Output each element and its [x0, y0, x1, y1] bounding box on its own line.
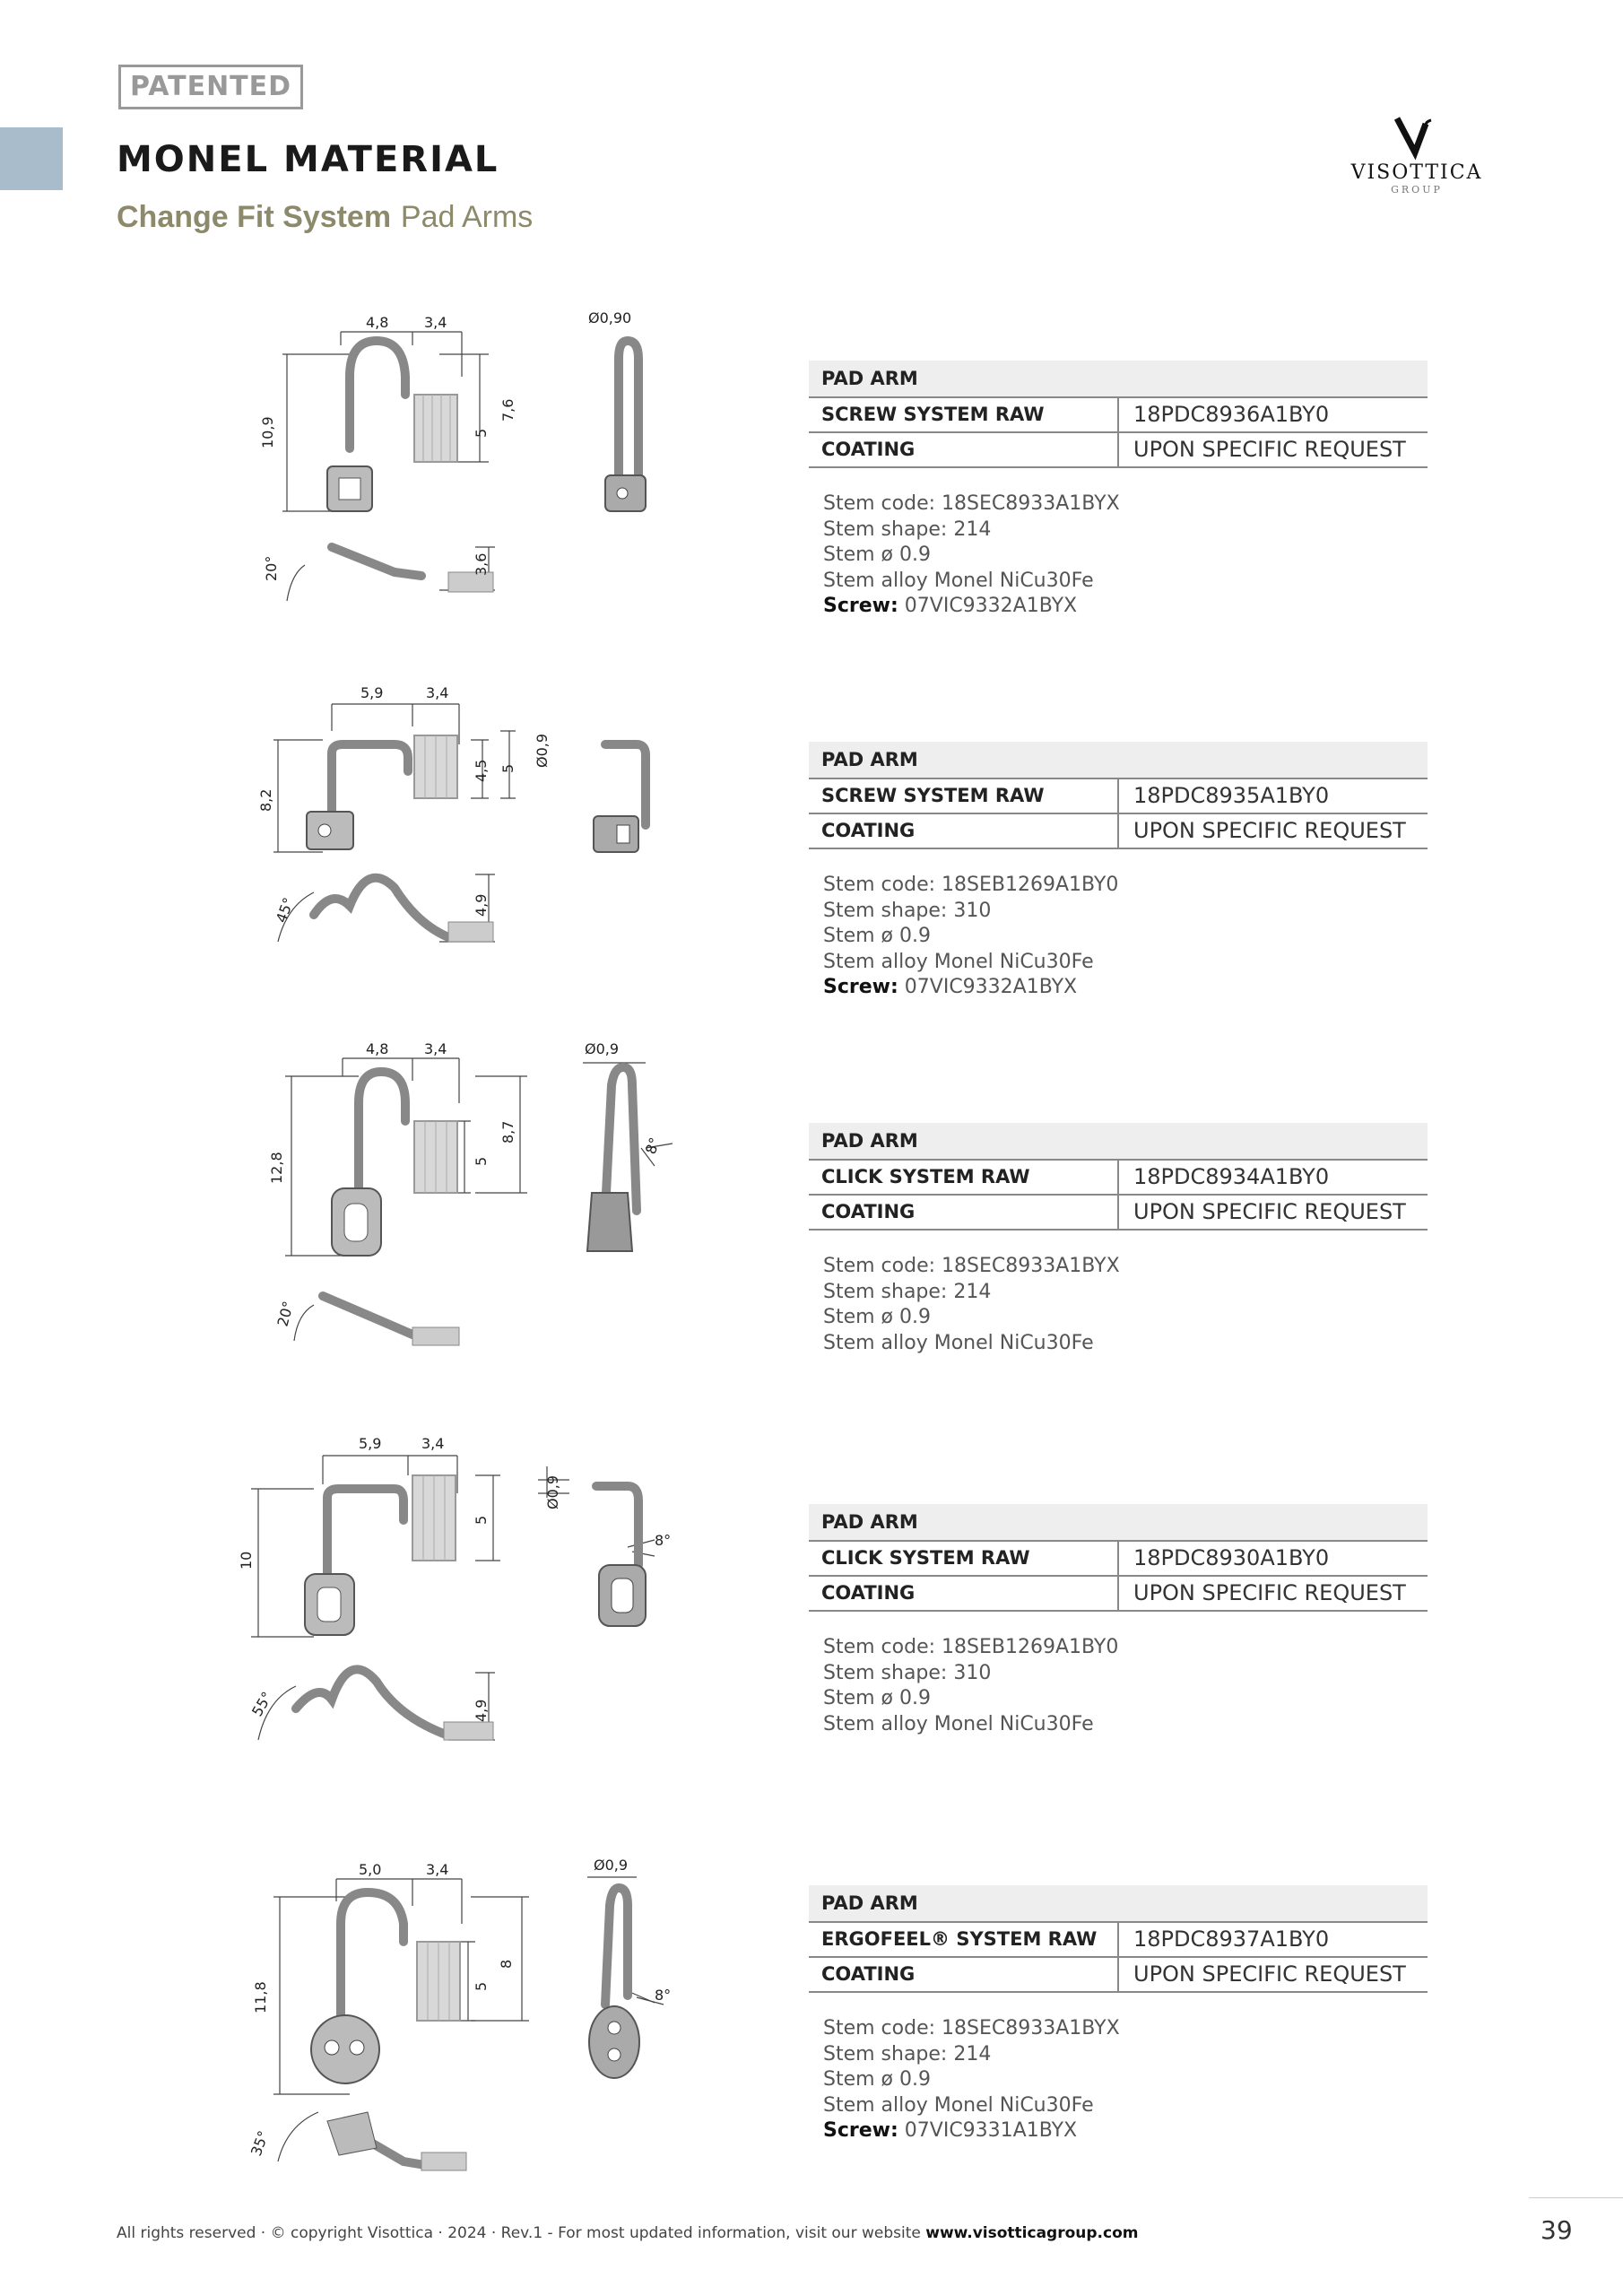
spec-3-code: 18PDC8934A1BY0 — [1133, 1164, 1330, 1189]
page-number: 39 — [1541, 2215, 1573, 2245]
spec-3-notes — [809, 1254, 1428, 1356]
dim-4-top-a: 5,9 — [359, 1435, 382, 1452]
subtitle-light: Pad Arms — [400, 200, 534, 234]
page-title: MONEL MATERIAL — [117, 139, 499, 180]
spec-3-coating-value: UPON SPECIFIC REQUEST — [1133, 1199, 1406, 1224]
spec-2-coating-value: UPON SPECIFIC REQUEST — [1133, 818, 1406, 843]
spec-4-code: 18PDC8930A1BY0 — [1133, 1545, 1330, 1570]
spec-4-system-row — [809, 1542, 1428, 1577]
dim-4-bottom: 4,9 — [473, 1699, 490, 1722]
note-line: Stem alloy Monel NiCu30Fe — [823, 1331, 1094, 1354]
dim-3-dia: Ø0,9 — [585, 1040, 620, 1057]
dim-1-top-a: 4,8 — [366, 314, 389, 331]
dim-3-angle: 20° — [273, 1299, 298, 1329]
spec-5-system-row — [809, 1923, 1428, 1958]
dim-5-coil: 5 — [473, 1981, 490, 1991]
spec-1-system-row — [809, 398, 1428, 433]
spec-3-coating-row — [809, 1196, 1428, 1231]
spec-3-system: CLICK SYSTEM RAW — [809, 1161, 1119, 1194]
logo-wordmark: VISOTTICA — [1350, 161, 1483, 184]
visottica-v-icon — [1390, 113, 1444, 158]
spec-1-coating: COATING — [809, 433, 1119, 466]
dim-2-top-b: 3,4 — [426, 684, 449, 701]
page-subtitle — [117, 199, 533, 235]
footer-text — [117, 2224, 1139, 2242]
spec-table-2 — [809, 742, 1428, 1001]
note-line: Stem code: 18SEC8933A1BYX — [823, 1255, 1120, 1277]
dim-4-dia: Ø0,9 — [544, 1474, 561, 1509]
spec-2-system: SCREW SYSTEM RAW — [809, 779, 1119, 813]
spec-1-coating-value: UPON SPECIFIC REQUEST — [1133, 437, 1406, 462]
note-line: Stem code: 18SEC8933A1BYX — [823, 492, 1120, 515]
note-line: Stem ø 0.9 — [823, 1687, 931, 1709]
dim-3-coil: 5 — [473, 1156, 490, 1166]
spec-2-coating: COATING — [809, 814, 1119, 848]
dim-2-angle: 45° — [272, 895, 298, 926]
dim-1-coil: 5 — [473, 428, 490, 438]
spec-2-system-row — [809, 779, 1428, 814]
spec-5-code: 18PDC8937A1BY0 — [1133, 1926, 1330, 1952]
spec-4-coating: COATING — [809, 1577, 1119, 1610]
note-line: Stem ø 0.9 — [823, 1306, 931, 1328]
spec-2-code: 18PDC8935A1BY0 — [1133, 783, 1330, 808]
dim-5-height: 11,8 — [252, 1981, 269, 2013]
visottica-logo — [1345, 113, 1488, 196]
note-line: Stem alloy Monel NiCu30Fe — [823, 569, 1094, 592]
note-line: Stem shape: 214 — [823, 2042, 992, 2066]
spec-4-coating-value: UPON SPECIFIC REQUEST — [1133, 1580, 1406, 1605]
drawing-3 — [260, 1031, 708, 1354]
dim-2-dia: Ø0,9 — [534, 733, 551, 768]
dim-3-inner: 8,7 — [499, 1120, 516, 1144]
spec-table-3 — [809, 1123, 1428, 1356]
dim-5-angle: 35° — [247, 2128, 273, 2159]
logo-group: GROUP — [1391, 184, 1443, 196]
drawing-5 — [242, 1852, 708, 2184]
dim-2-inner: 5 — [499, 763, 516, 773]
dim-5-top-a: 5,0 — [359, 1861, 382, 1878]
note-line: Stem code: 18SEB1269A1BY0 — [823, 1636, 1119, 1658]
dim-1-angle: 20° — [263, 555, 280, 581]
spec-3-coating: COATING — [809, 1196, 1119, 1229]
footer-copyright: All rights reserved · © copyright Visottica · 2024 · Rev.1 - For most updated information, visit our website — [117, 2224, 926, 2242]
spec-2-notes — [809, 873, 1428, 1001]
dim-2-coil: 4,5 — [473, 759, 490, 782]
spec-3-system-row — [809, 1161, 1428, 1196]
note-line: Stem alloy Monel NiCu30Fe — [823, 950, 1094, 973]
dim-5-side: 8° — [655, 1987, 672, 2004]
dim-1-dia: Ø0,90 — [588, 309, 632, 326]
spec-5-coating-value: UPON SPECIFIC REQUEST — [1133, 1961, 1406, 1987]
dim-5-dia: Ø0,9 — [594, 1857, 629, 1874]
screw-label: Screw: — [823, 2119, 898, 2142]
drawing-2 — [257, 682, 708, 960]
note-line: Stem code: 18SEB1269A1BY0 — [823, 874, 1119, 896]
spec-2-head: PAD ARM — [809, 742, 1428, 779]
spec-4-coating-row — [809, 1577, 1428, 1612]
spec-1-coating-row — [809, 433, 1428, 468]
note-line: Stem shape: 214 — [823, 517, 992, 541]
note-line: Stem ø 0.9 — [823, 544, 931, 566]
dim-4-height: 10 — [238, 1551, 255, 1570]
spec-5-head: PAD ARM — [809, 1885, 1428, 1923]
side-tab — [0, 127, 63, 190]
dim-4-coil: 5 — [473, 1515, 490, 1525]
spec-2-coating-row — [809, 814, 1428, 849]
screw-code: 07VIC9331A1BYX — [904, 2119, 1078, 2142]
spec-5-coating-row — [809, 1958, 1428, 1993]
spec-table-1 — [809, 361, 1428, 620]
note-line: Stem shape: 310 — [823, 899, 992, 922]
spec-table-4 — [809, 1504, 1428, 1737]
spec-1-head: PAD ARM — [809, 361, 1428, 398]
page-number-rule — [1529, 2197, 1623, 2198]
screw-label: Screw: — [823, 595, 898, 617]
subtitle-bold: Change Fit System — [117, 200, 392, 234]
dim-3-height: 12,8 — [268, 1152, 285, 1184]
screw-label: Screw: — [823, 976, 898, 998]
spec-4-head: PAD ARM — [809, 1504, 1428, 1542]
spec-5-system: ERGOFEEL® SYSTEM RAW — [809, 1923, 1119, 1956]
note-line: Stem ø 0.9 — [823, 925, 931, 947]
dim-2-top-a: 5,9 — [360, 684, 384, 701]
dim-5-top-b: 3,4 — [426, 1861, 449, 1878]
dim-4-side: 8° — [655, 1532, 672, 1549]
dim-1-inner: 7,6 — [499, 398, 516, 422]
spec-5-coating: COATING — [809, 1958, 1119, 1991]
screw-line — [823, 594, 1428, 620]
note-line: Stem code: 18SEC8933A1BYX — [823, 2017, 1120, 2039]
spec-1-system: SCREW SYSTEM RAW — [809, 398, 1119, 431]
screw-code: 07VIC9332A1BYX — [904, 976, 1078, 998]
spec-1-code: 18PDC8936A1BY0 — [1133, 402, 1330, 427]
drawing-1 — [260, 305, 708, 601]
screw-line — [823, 2118, 1428, 2144]
note-line: Stem alloy Monel NiCu30Fe — [823, 2093, 1094, 2117]
dim-3-top-a: 4,8 — [366, 1040, 389, 1057]
dim-2-height: 8,2 — [257, 788, 274, 812]
dim-4-angle: 55° — [248, 1688, 276, 1719]
patented-badge: PATENTED — [118, 65, 303, 109]
spec-3-head: PAD ARM — [809, 1123, 1428, 1161]
dim-1-height: 10,9 — [259, 416, 276, 448]
dim-5-inner: 8 — [498, 1959, 515, 1969]
spec-1-notes — [809, 491, 1428, 620]
spec-5-notes — [809, 2016, 1428, 2144]
spec-4-system: CLICK SYSTEM RAW — [809, 1542, 1119, 1575]
spec-4-notes — [809, 1635, 1428, 1737]
note-line: Stem ø 0.9 — [823, 2068, 931, 2091]
screw-code: 07VIC9332A1BYX — [904, 595, 1078, 617]
screw-line — [823, 975, 1428, 1001]
note-line: Stem shape: 214 — [823, 1280, 992, 1303]
dim-1-bottom: 3,6 — [473, 552, 490, 576]
note-line: Stem alloy Monel NiCu30Fe — [823, 1712, 1094, 1735]
dim-3-side: 8° — [641, 1135, 664, 1157]
dim-1-top-b: 3,4 — [424, 314, 447, 331]
dim-2-bottom: 4,9 — [473, 893, 490, 917]
spec-table-5 — [809, 1885, 1428, 2144]
footer-website-link[interactable]: www.visotticagroup.com — [925, 2224, 1139, 2242]
dim-3-top-b: 3,4 — [424, 1040, 447, 1057]
drawing-4 — [233, 1431, 699, 1762]
note-line: Stem shape: 310 — [823, 1661, 992, 1684]
dim-4-top-b: 3,4 — [421, 1435, 445, 1452]
